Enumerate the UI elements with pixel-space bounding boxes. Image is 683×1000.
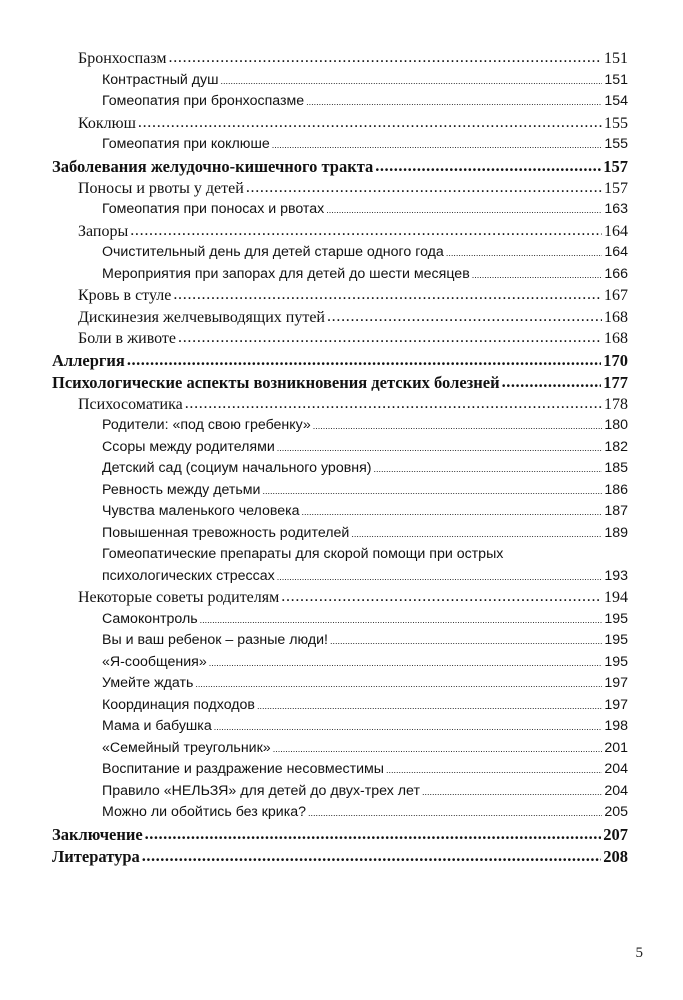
toc-entry-title: Мероприятия при запорах для детей до шести месяцев [102, 265, 470, 282]
toc-section [52, 587, 628, 609]
toc-chapter [52, 846, 628, 868]
toc-entry-title: Бронхоспазм [78, 50, 167, 67]
toc-entry-page: 204 [604, 782, 628, 799]
toc-entry-title: Гомеопатия при поносах и рвотах [102, 201, 325, 217]
toc-section [52, 394, 628, 416]
dot-leader [221, 71, 603, 93]
toc-entry-page: 198 [604, 718, 628, 734]
toc-subsection [52, 802, 628, 824]
toc-entry-title: Заболевания желудочно-кишечного тракта [52, 156, 374, 176]
toc-entry-title: «Семейный треугольник» [102, 739, 271, 756]
toc-entry-title: Умейте ждать [102, 675, 194, 691]
toc-subsection [52, 673, 628, 695]
toc-entry-page: 151 [604, 50, 628, 67]
toc-entry-page: 177 [603, 372, 628, 392]
toc-entry-title: Чувства маленького человека [102, 503, 300, 519]
toc-chapter [52, 372, 628, 394]
dot-leader [262, 481, 602, 503]
toc-entry-title: Правило «НЕЛЬЗЯ» для детей до двух-трех лет [102, 782, 420, 799]
toc-section [52, 113, 628, 135]
dot-leader [308, 803, 602, 825]
toc-subsection [52, 630, 628, 652]
toc-entry-page: 187 [604, 503, 628, 519]
toc-subsection [52, 781, 628, 803]
toc-entry-title: Запоры [78, 222, 129, 240]
toc-entry-page: 185 [604, 460, 628, 476]
toc-entry-page: 193 [604, 567, 628, 584]
toc-entry-page: 155 [604, 114, 628, 132]
toc-entry-title: Контрастный душ [102, 71, 219, 88]
toc-entry-page: 194 [604, 589, 628, 606]
toc-entry-title: Самоконтроль [102, 610, 198, 627]
toc-entry-page: 204 [604, 761, 628, 777]
toc-entry-title: Повышенная тревожность родителей [102, 524, 350, 541]
toc-entry-page: 157 [603, 156, 628, 176]
toc-entry-page: 163 [604, 201, 628, 217]
toc-chapter [52, 350, 628, 372]
dot-leader [145, 823, 602, 845]
toc-entry-title: Психосоматика [78, 395, 183, 413]
toc-section [52, 285, 628, 307]
dot-leader [257, 696, 602, 718]
toc-entry-title: Координация подходов [102, 696, 255, 713]
toc-entry-page: 178 [604, 395, 628, 413]
toc-entry-page: 186 [604, 481, 628, 498]
toc-entry-page: 168 [604, 330, 628, 347]
dot-leader [281, 586, 602, 608]
toc-chapter [52, 824, 628, 846]
toc-entry-page: 167 [604, 287, 628, 304]
toc-entry-page: 197 [604, 675, 628, 691]
dot-leader [327, 306, 602, 328]
dot-leader [130, 220, 602, 242]
toc-entry-page: 170 [603, 350, 628, 370]
dot-leader [422, 782, 602, 804]
toc-entry-title: Поносы и рвоты у детей [78, 179, 244, 197]
toc-subsection [52, 695, 628, 717]
toc-entry-page: 155 [604, 136, 628, 152]
toc-entry-page: 164 [604, 222, 628, 240]
toc-entry-title: Аллергия [52, 350, 125, 370]
toc-entry-title: Коклюш [78, 114, 136, 132]
toc-subsection [52, 415, 628, 437]
toc-subsection [52, 716, 628, 738]
toc-entry-lead-line: Гомеопатические препараты для скорой помощи при острых [102, 546, 504, 562]
dot-leader [173, 284, 602, 306]
toc-entry-title: Кровь в стуле [78, 287, 172, 304]
toc-subsection [52, 199, 628, 221]
toc-entry-page: 180 [604, 417, 628, 433]
toc-subsection [52, 566, 628, 588]
toc-entry-page: 166 [604, 265, 628, 282]
toc-entry-page: 164 [604, 244, 628, 260]
dot-leader [472, 265, 603, 287]
toc-section [52, 221, 628, 243]
toc-entry-title: Ревность между детьми [102, 481, 261, 498]
dot-leader [214, 717, 603, 739]
toc-entry-page: 189 [604, 524, 628, 541]
toc-entry-page: 208 [603, 846, 628, 866]
toc-entry-title: Дискинезия желчевыводящих путей [78, 308, 325, 326]
dot-leader [178, 327, 602, 349]
toc-entry-title: Гомеопатия при бронхоспазме [102, 93, 305, 109]
toc-entry-title: Заключение [52, 824, 143, 844]
toc-entry-page: 151 [604, 71, 628, 88]
toc-subsection [52, 134, 628, 156]
dot-leader [127, 349, 601, 371]
dot-leader [169, 47, 602, 69]
table-of-contents [52, 48, 628, 868]
toc-entry-title: Очистительный день для детей старше одного года [102, 244, 444, 260]
toc-subsection [52, 458, 628, 480]
toc-entry-page: 195 [604, 653, 628, 670]
toc-subsection [52, 242, 628, 264]
dot-leader [138, 112, 602, 134]
toc-entry-title: Психологические аспекты возникновения детских болезней [52, 372, 500, 392]
toc-entry-page: 154 [604, 93, 628, 109]
toc-entry-page: 201 [604, 739, 628, 756]
dot-leader [502, 371, 602, 393]
dot-leader [306, 92, 602, 114]
dot-leader [246, 177, 602, 199]
toc-subsection [52, 759, 628, 781]
dot-leader [277, 438, 603, 460]
dot-leader [200, 610, 603, 632]
dot-leader [142, 845, 601, 867]
dot-leader [351, 524, 602, 546]
toc-entry-title: Боли в животе [78, 330, 177, 347]
toc-section [52, 328, 628, 350]
toc-subsection [52, 652, 628, 674]
toc-entry-title: Родители: «под свою гребенку» [102, 417, 311, 433]
toc-entry-title: Вы и ваш ребенок – разные люди! [102, 632, 328, 648]
toc-entry-title: психологических стрессах [102, 567, 275, 584]
dot-leader [277, 567, 603, 589]
toc-subsection [52, 480, 628, 502]
dot-leader [302, 502, 603, 524]
toc-entry-title: Литература [52, 846, 140, 866]
toc-entry-page: 205 [604, 804, 628, 820]
toc-entry-title: «Я-сообщения» [102, 653, 207, 670]
toc-entry-page: 182 [604, 438, 628, 455]
toc-section [52, 178, 628, 200]
dot-leader [446, 243, 603, 265]
toc-chapter [52, 156, 628, 178]
toc-subsection [52, 738, 628, 760]
toc-subsection [52, 70, 628, 92]
toc-subsection [52, 437, 628, 459]
toc-section [52, 48, 628, 70]
toc-entry-title: Детский сад (социум начального уровня) [102, 460, 372, 476]
toc-entry-title: Некоторые советы родителям [78, 589, 280, 606]
toc-subsection [52, 523, 628, 545]
dot-leader [375, 155, 601, 177]
toc-entry-page: 157 [604, 179, 628, 197]
toc-entry-title: Мама и бабушка [102, 718, 212, 734]
toc-entry-page: 207 [603, 824, 628, 844]
toc-entry-title: Ссоры между родителями [102, 438, 275, 455]
dot-leader [374, 459, 603, 481]
toc-entry-title: Воспитание и раздражение несовместимы [102, 761, 384, 777]
dot-leader [185, 393, 602, 415]
dot-leader [313, 416, 603, 438]
dot-leader [209, 653, 603, 675]
dot-leader [326, 200, 602, 222]
dot-leader [195, 674, 602, 696]
dot-leader [330, 631, 602, 653]
toc-subsection [52, 91, 628, 113]
page-number: 5 [635, 945, 643, 961]
dot-leader [386, 760, 602, 782]
toc-subsection [52, 609, 628, 631]
toc-subsection [52, 264, 628, 286]
toc-entry-page: 195 [604, 610, 628, 627]
toc-entry-title: Можно ли обойтись без крика? [102, 804, 307, 820]
toc-entry-page: 168 [604, 308, 628, 326]
toc-subsection [52, 501, 628, 523]
toc-entry-page: 195 [604, 632, 628, 648]
toc-entry-title: Гомеопатия при коклюше [102, 136, 270, 152]
dot-leader [273, 739, 603, 761]
toc-section [52, 307, 628, 329]
dot-leader [272, 135, 603, 157]
toc-entry-page: 197 [604, 696, 628, 713]
